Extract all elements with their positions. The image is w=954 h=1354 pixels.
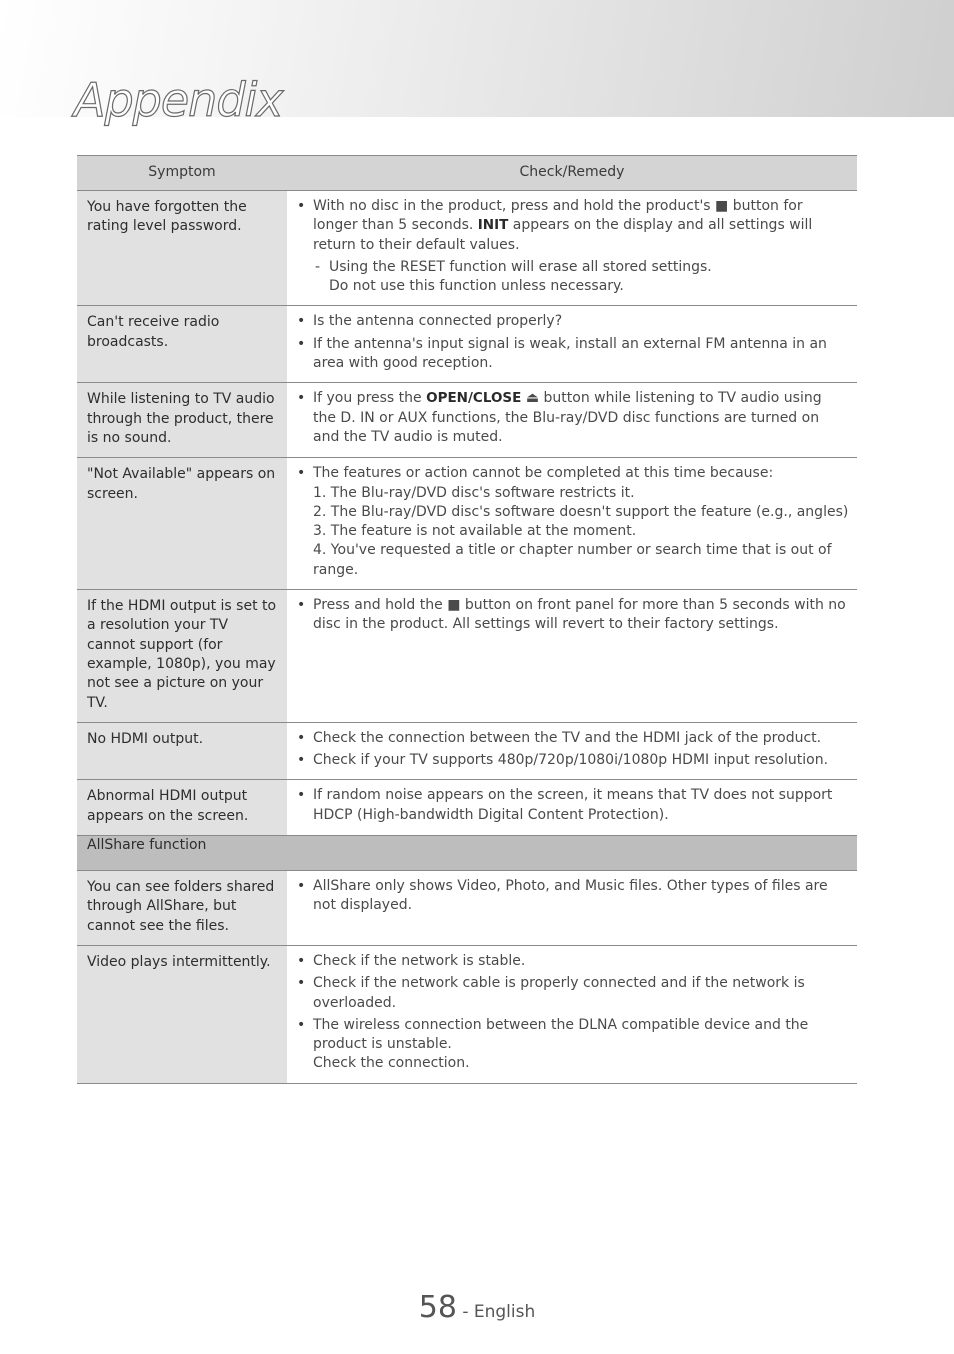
- footer-separator: -: [456, 1302, 474, 1322]
- remedy-list: [297, 729, 849, 771]
- remedy-text: • The wireless connection between the DLNA compatible device and the product is unstable.: [313, 1016, 809, 1053]
- remedy-cell: [287, 871, 857, 946]
- remedy-cell: [287, 590, 857, 723]
- table-row: [77, 871, 857, 946]
- remedy-list: [297, 786, 849, 825]
- remedy-list: [297, 952, 849, 1074]
- list-item: • If random noise appears on the screen, it means that TV does not support HDCP (High-bandwidth Digital Content Protection).: [297, 786, 849, 825]
- list-item: [297, 197, 849, 255]
- list-item: • If the antenna's input signal is weak, install an external FM antenna in an area with good reception.: [297, 335, 849, 374]
- reason-item: 2. The Blu-ray/DVD disc's software doesn't support the feature (e.g., angles): [313, 503, 849, 520]
- list-item: [297, 596, 849, 635]
- footer-language: English: [473, 1302, 536, 1322]
- remedy-cell: [287, 306, 857, 383]
- remedy-cell: [287, 722, 857, 780]
- stop-icon: ■: [447, 597, 461, 614]
- list-item: [297, 389, 849, 447]
- remedy-text: Check the connection.: [313, 1055, 470, 1072]
- stop-icon: ■: [715, 198, 729, 214]
- header-remedy: Check/Remedy: [287, 156, 857, 191]
- remedy-list: [297, 596, 849, 635]
- remedy-text: appears on the display and all settings will return to their default values.: [313, 217, 813, 253]
- reason-item: 3. The feature is not available at the moment.: [313, 523, 637, 540]
- remedy-cell: [287, 780, 857, 836]
- list-item: • Check if the network is stable.: [297, 952, 849, 971]
- symptom-cell: Abnormal HDMI output appears on the screen.: [77, 780, 287, 836]
- remedy-cell: [287, 945, 857, 1083]
- section-row: [77, 836, 857, 871]
- table-header-row: [77, 156, 857, 191]
- symptom-cell: Can't receive radio broadcasts.: [77, 306, 287, 383]
- symptom-cell: If the HDMI output is set to a resolution your TV cannot support (for example, 1080p), you may not see a picture on your TV.: [77, 590, 287, 723]
- remedy-text: button for longer than 5 seconds.: [313, 198, 803, 234]
- table-row: [77, 722, 857, 780]
- header-symptom: Symptom: [77, 156, 287, 191]
- table-row: [77, 458, 857, 590]
- remedy-list: [297, 877, 849, 916]
- remedy-cell: [287, 191, 857, 306]
- symptom-cell: No HDMI output.: [77, 722, 287, 780]
- symptom-cell: You can see folders shared through AllShare, but cannot see the files.: [77, 871, 287, 946]
- remedy-text: Press and hold the: [313, 597, 448, 614]
- list-item: • Check if your TV supports 480p/720p/1080i/1080p HDMI input resolution.: [297, 751, 849, 770]
- list-item: • Check the connection between the TV and the HDMI jack of the product.: [297, 729, 849, 748]
- eject-icon: ⏏: [525, 390, 540, 407]
- table-row: [77, 590, 857, 723]
- symptom-cell: You have forgotten the rating level password.: [77, 191, 287, 306]
- remedy-list: [297, 197, 849, 255]
- list-item: • Is the antenna connected properly?: [297, 312, 849, 331]
- sub-note-line: Using the RESET function will erase all stored settings.: [329, 258, 712, 275]
- remedy-list: [297, 312, 849, 373]
- display-code: INIT: [477, 217, 509, 234]
- sub-note: [297, 258, 849, 297]
- symptom-cell: While listening to TV audio through the product, there is no sound.: [77, 383, 287, 458]
- remedy-cell: [287, 383, 857, 458]
- reason-item: 1. The Blu-ray/DVD disc's software restricts it.: [313, 484, 635, 501]
- remedy-list: [297, 464, 849, 580]
- table-row: [77, 945, 857, 1083]
- remedy-list: [297, 389, 849, 447]
- remedy-intro: • The features or action cannot be completed at this time because:: [313, 465, 774, 482]
- sub-note-line: Do not use this function unless necessary.: [329, 278, 624, 295]
- dash-marker: -: [315, 258, 321, 275]
- troubleshooting-table: [77, 155, 857, 1084]
- table-row: [77, 306, 857, 383]
- table-row: [77, 383, 857, 458]
- remedy-cell: [287, 458, 857, 590]
- list-item: [297, 1016, 849, 1074]
- symptom-cell: "Not Available" appears on screen.: [77, 458, 287, 590]
- page-number: 58: [418, 1290, 457, 1325]
- list-item: • AllShare only shows Video, Photo, and Music files. Other types of files are not displayed.: [297, 877, 849, 916]
- reason-item: 4. You've requested a title or chapter number or search time that is out of range.: [313, 542, 832, 578]
- remedy-text: If you press the: [313, 390, 427, 407]
- table-row: [77, 191, 857, 306]
- page-footer: [0, 1290, 954, 1325]
- button-name: OPEN/CLOSE: [426, 390, 522, 407]
- page-title: Appendix: [74, 73, 283, 127]
- remedy-text: button on front panel for more than 5 seconds with no disc in the product. All settings will revert to their factory settings.: [313, 597, 846, 633]
- list-item: [297, 464, 849, 580]
- symptom-cell: Video plays intermittently.: [77, 945, 287, 1083]
- remedy-text: button while listening to TV audio using the D. IN or AUX functions, the Blu-ray/DVD disc functions are turned on and the TV audio is muted.: [313, 390, 822, 445]
- table-row: [77, 780, 857, 836]
- remedy-text: With no disc in the product, press and hold the product's: [313, 198, 716, 214]
- section-header: AllShare function: [77, 836, 857, 871]
- list-item: • Check if the network cable is properly connected and if the network is overloaded.: [297, 974, 849, 1013]
